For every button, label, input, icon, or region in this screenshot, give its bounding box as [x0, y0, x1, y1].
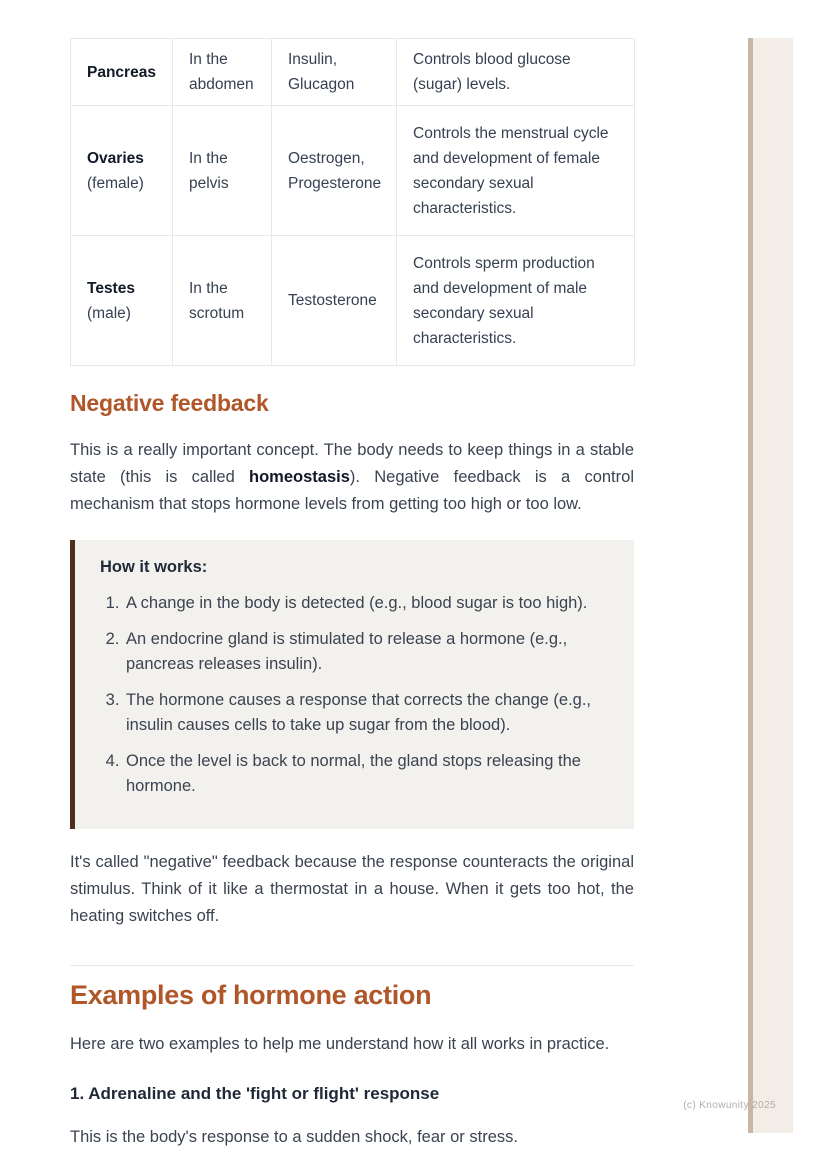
callout-title: How it works:: [100, 558, 208, 576]
function-cell: Controls blood glucose (sugar) levels.: [397, 39, 635, 106]
location-cell: In the scrotum: [173, 236, 272, 366]
document-content: [70, 38, 634, 1151]
table-row: [71, 39, 635, 106]
table-row: [71, 106, 635, 236]
section-divider: [70, 965, 634, 966]
function-cell: Controls sperm production and development of male secondary sexual characteristics.: [397, 236, 635, 366]
gland-note: (female): [87, 174, 144, 192]
step-item: 2. An endocrine gland is stimulated to release a hormone (e.g., pancreas releases insulin).: [124, 627, 606, 677]
gland-cell: [71, 236, 173, 366]
paragraph-text: ). Negative feedback is a control mechanism that stops hormone levels from getting too high or too low.: [70, 468, 634, 513]
watermark: (c) Knowunity 2025: [683, 1100, 776, 1111]
gland-cell: [71, 106, 173, 236]
step-item: 4. Once the level is back to normal, the gland stops releasing the hormone.: [124, 749, 606, 799]
function-cell: Controls the menstrual cycle and development of female secondary sexual characteristics.: [397, 106, 635, 236]
gland-cell: [71, 39, 173, 106]
negative-feedback-paragraph: [70, 437, 634, 518]
location-cell: In the pelvis: [173, 106, 272, 236]
table-row: [71, 236, 635, 366]
how-it-works-steps: [100, 591, 606, 799]
examples-intro-paragraph: Here are two examples to help me understand how it all works in practice.: [70, 1035, 610, 1053]
example1-subheading: 1. Adrenaline and the 'fight or flight' response: [70, 1084, 440, 1103]
negative-feedback-summary-paragraph: It's called "negative" feedback because the response counteracts the original stimulus. Think of it like a thermostat in a house. When it gets too hot, the heating switches off.: [70, 853, 634, 925]
gland-name: Pancreas: [87, 63, 156, 81]
how-it-works-callout: [70, 540, 634, 829]
gland-name: Testes: [87, 279, 135, 297]
section-heading-negative-feedback: Negative feedback: [70, 390, 269, 416]
paragraph-text: This is a really important concept. The body needs to keep things in a stable state (this is called: [70, 441, 634, 486]
step-item: 1. A change in the body is detected (e.g., blood sugar is too high).: [124, 591, 606, 616]
glands-table: [70, 38, 635, 366]
section-heading-examples: Examples of hormone action: [70, 980, 432, 1010]
hormones-cell: Insulin, Glucagon: [272, 39, 397, 106]
hormones-cell: Oestrogen, Progesterone: [272, 106, 397, 236]
hormones-cell: Testosterone: [272, 236, 397, 366]
gland-note: (male): [87, 304, 131, 322]
gland-name: Ovaries: [87, 149, 144, 167]
homeostasis-bold-term: homeostasis: [249, 468, 350, 486]
step-item: 3. The hormone causes a response that corrects the change (e.g., insulin causes cells to take up sugar from the blood).: [124, 688, 606, 738]
example1-paragraph: This is the body's response to a sudden shock, fear or stress.: [70, 1128, 518, 1146]
next-page-edge: [753, 38, 793, 1133]
location-cell: In the abdomen: [173, 39, 272, 106]
